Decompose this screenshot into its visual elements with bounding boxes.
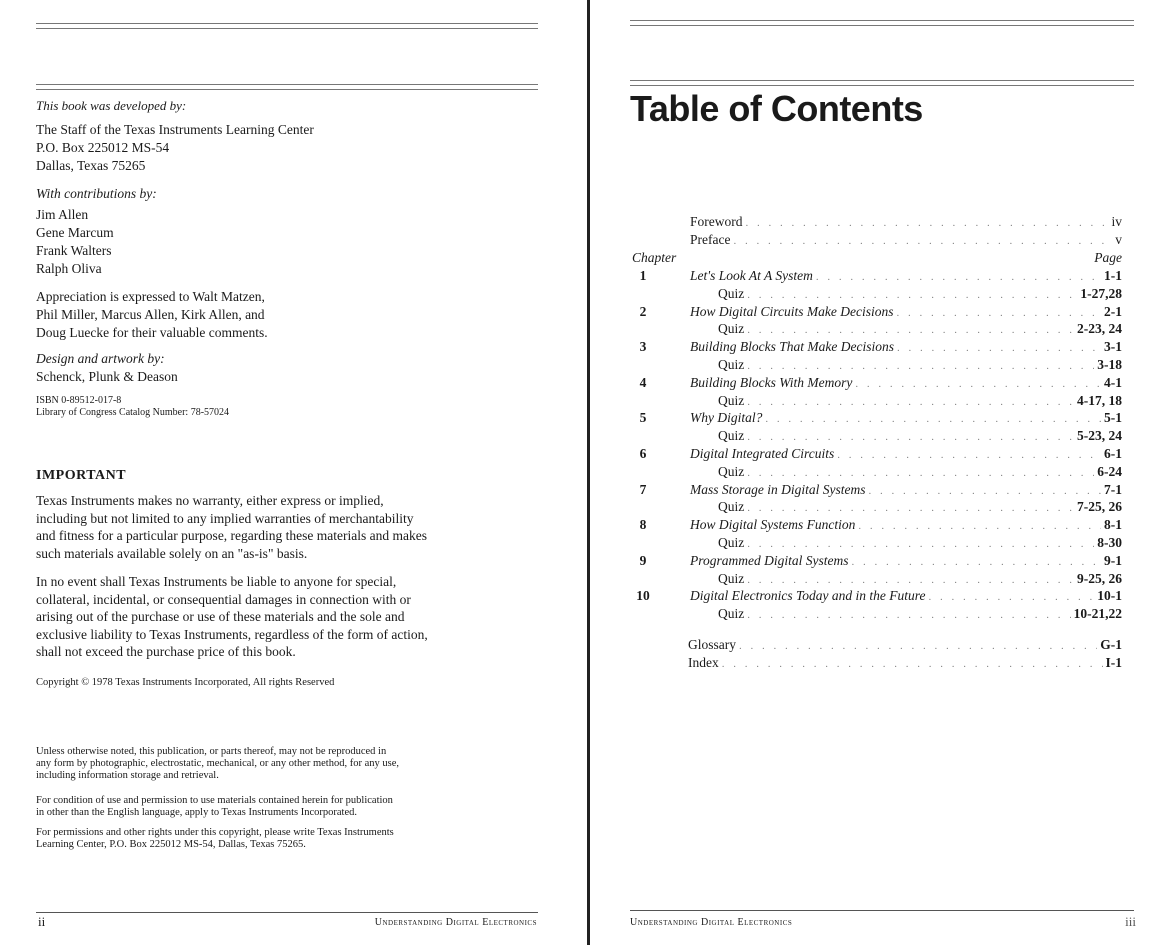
quiz-page: 4-17, 18 — [1077, 392, 1122, 408]
warranty-paragraph — [36, 492, 526, 562]
leader-dots — [747, 499, 1074, 517]
leader-dots — [816, 268, 1101, 286]
header-rule — [630, 80, 1134, 86]
toc-quiz-entry[interactable] — [590, 320, 1150, 338]
leader-dots — [747, 571, 1074, 589]
leader-dots — [746, 214, 1109, 232]
quiz-label: Quiz — [718, 428, 745, 444]
top-rule — [36, 23, 538, 29]
leader-dots — [837, 446, 1101, 464]
chapter-page: 4-1 — [1104, 374, 1122, 390]
chapter-title: How Digital Systems Function — [690, 517, 856, 533]
entry-label: Foreword — [690, 214, 743, 229]
entry-page: iv — [1111, 214, 1122, 229]
leader-dots — [747, 428, 1074, 446]
important-heading: IMPORTANT — [36, 468, 127, 483]
toc-column-headers — [590, 249, 1150, 267]
liability-line: shall not exceed the purchase price of this book. — [36, 644, 296, 660]
quiz-label: Quiz — [718, 463, 745, 479]
chapter-number: 2 — [639, 303, 647, 319]
chapter-page: 10-1 — [1097, 588, 1122, 604]
entry-label: Glossary — [688, 637, 736, 652]
notice-line: in other than the English language, apply to Texas Instruments Incorporated. — [36, 806, 357, 818]
warranty-line: and fitness for a particular purpose, regarding these materials and makes — [36, 528, 427, 544]
leader-dots — [747, 321, 1074, 339]
leader-dots — [896, 304, 1101, 322]
quiz-label: Quiz — [718, 606, 745, 622]
toc-quiz-entry[interactable] — [590, 498, 1150, 516]
leader-dots — [855, 375, 1101, 393]
toc-chapter-entry[interactable] — [590, 516, 1150, 534]
running-footer: Understanding Digital Electronics — [630, 917, 793, 928]
chapter-title: Building Blocks That Make Decisions — [690, 339, 894, 355]
language-notice — [36, 795, 521, 819]
leader-dots — [722, 655, 1103, 673]
page-number: ii — [38, 914, 46, 929]
leader-dots — [858, 517, 1101, 535]
quiz-page: 3-18 — [1097, 357, 1122, 372]
quiz-page: 9-25, 26 — [1077, 570, 1122, 586]
appreciation-line: Doug Luecke for their valuable comments. — [36, 325, 268, 340]
toc-quiz-entry[interactable] — [590, 356, 1150, 374]
chapter-title: Digital Integrated Circuits — [690, 446, 835, 461]
developed-by-label: This book was developed by: — [36, 98, 187, 113]
toc-quiz-entry[interactable] — [590, 570, 1150, 588]
chapter-header: Chapter — [632, 250, 677, 265]
quiz-page: 5-23, 24 — [1077, 428, 1122, 444]
liability-paragraph — [36, 573, 526, 661]
chapter-page: 6-1 — [1104, 446, 1122, 461]
chapter-page: 5-1 — [1104, 410, 1122, 426]
leader-dots — [747, 357, 1094, 375]
warranty-line: Texas Instruments makes no warranty, either express or implied, — [36, 493, 384, 508]
left-page — [0, 0, 587, 945]
chapter-title: How Digital Circuits Make Decisions — [690, 303, 894, 319]
contributor: Frank Walters — [36, 243, 112, 258]
chapter-page: 9-1 — [1104, 552, 1122, 568]
developer-line: The Staff of the Texas Instruments Learning Center — [36, 122, 314, 137]
leader-dots — [928, 588, 1094, 606]
right-page — [590, 0, 1176, 945]
running-footer: Understanding Digital Electronics — [374, 917, 537, 928]
leader-dots — [747, 606, 1070, 624]
copyright: Copyright © 1978 Texas Instruments Incorporated, All rights Reserved — [36, 677, 335, 688]
chapter-number: 3 — [639, 339, 647, 355]
appreciation-line: Appreciation is expressed to Walt Matzen, — [36, 289, 265, 304]
leader-dots — [747, 535, 1094, 553]
chapter-page: 7-1 — [1104, 481, 1122, 497]
loc-number: Library of Congress Catalog Number: 78-57024 — [36, 407, 230, 418]
quiz-page: 10-21,22 — [1073, 606, 1122, 622]
notice-line: including information storage and retrieval. — [36, 769, 219, 781]
toc-chapter-entry[interactable] — [590, 267, 1150, 285]
design-credit: Schenck, Plunk & Deason — [36, 369, 178, 384]
entry-page: v — [1115, 232, 1122, 247]
toc-quiz-entry[interactable] — [590, 285, 1150, 303]
developer-line: P.O. Box 225012 MS-54 — [36, 140, 170, 155]
isbn: ISBN 0-89512-017-8 — [36, 395, 122, 406]
toc-chapter-entry[interactable] — [590, 338, 1150, 356]
toc-chapter-entry[interactable] — [590, 303, 1150, 321]
toc-chapter-entry[interactable] — [590, 409, 1150, 427]
appreciation-line: Phil Miller, Marcus Allen, Kirk Allen, and — [36, 307, 265, 322]
chapter-title: Mass Storage in Digital Systems — [690, 481, 866, 497]
chapter-page: 1-1 — [1104, 268, 1122, 283]
contributions-label: With contributions by: — [36, 186, 157, 201]
quiz-label: Quiz — [718, 321, 745, 337]
quiz-page: 1-27,28 — [1080, 285, 1122, 301]
notice-line: Learning Center, P.O. Box 225012 MS-54, Dallas, Texas 75265. — [36, 838, 306, 850]
toc-quiz-entry[interactable] — [590, 463, 1150, 481]
quiz-page: 2-23, 24 — [1077, 321, 1122, 337]
quiz-page: 7-25, 26 — [1077, 499, 1122, 515]
quiz-label: Quiz — [718, 535, 745, 550]
contributor: Ralph Oliva — [36, 261, 102, 276]
entry-label: Preface — [690, 232, 731, 247]
permissions-notice — [36, 827, 521, 851]
page-header: Page — [1094, 250, 1122, 265]
chapter-page: 2-1 — [1104, 303, 1122, 319]
contributor: Jim Allen — [36, 207, 89, 222]
leader-dots — [747, 464, 1094, 482]
header-rule — [36, 84, 538, 90]
toc-entry-glossary[interactable] — [590, 636, 1150, 654]
chapter-title: Digital Electronics Today and in the Future — [690, 588, 926, 604]
design-label: Design and artwork by: — [36, 351, 165, 366]
leader-dots — [765, 410, 1101, 428]
toc-chapter-entry[interactable] — [590, 587, 1150, 605]
developer-line: Dallas, Texas 75265 — [36, 158, 146, 173]
toc-chapter-entry[interactable] — [590, 374, 1150, 392]
entry-label: Index — [688, 655, 719, 670]
liability-line: collateral, incidental, or consequential damages in connection with or — [36, 591, 411, 607]
warranty-line: including but not limited to any implied warranties of merchantability — [36, 510, 414, 526]
contributor: Gene Marcum — [36, 225, 114, 240]
quiz-label: Quiz — [718, 499, 745, 515]
quiz-label: Quiz — [718, 285, 745, 301]
warranty-line: such materials available solely on an "as-is" basis. — [36, 545, 308, 561]
toc-chapter-entry[interactable] — [590, 552, 1150, 570]
chapter-title: Let's Look At A System — [690, 268, 813, 283]
toc-quiz-entry[interactable] — [590, 392, 1150, 410]
notice-line: Unless otherwise noted, this publication, or parts thereof, may not be reproduced in — [36, 746, 387, 757]
leader-dots — [897, 339, 1101, 357]
footer-rule — [630, 910, 1134, 911]
chapter-number: 8 — [639, 517, 647, 533]
footer-rule — [36, 912, 538, 913]
chapter-page: 8-1 — [1104, 517, 1122, 533]
toc-entry-preface[interactable] — [590, 231, 1150, 249]
chapter-number: 4 — [639, 374, 647, 390]
notice-line: For permissions and other rights under this copyright, please write Texas Instruments — [36, 827, 394, 838]
page-number: iii — [1125, 914, 1136, 929]
chapter-number: 6 — [639, 446, 647, 461]
leader-dots — [869, 482, 1102, 500]
liability-line: exclusive liability to Texas Instruments, regardless of the form of action, — [36, 626, 428, 642]
toc-chapter-entry[interactable] — [590, 481, 1150, 499]
chapter-title: Why Digital? — [690, 410, 763, 426]
notice-line: any form by photographic, electrostatic, mechanical, or any other method, for any use, — [36, 757, 399, 769]
chapter-number: 1 — [639, 268, 647, 283]
chapter-number: 10 — [636, 588, 650, 604]
leader-dots — [852, 553, 1102, 571]
liability-line: In no event shall Texas Instruments be liable to anyone for special, — [36, 574, 397, 589]
toc-chapter-entry[interactable] — [590, 445, 1150, 463]
chapter-title: Programmed Digital Systems — [690, 552, 849, 568]
chapter-number: 9 — [639, 552, 647, 568]
toc-quiz-entry[interactable] — [590, 427, 1150, 445]
entry-page: I-1 — [1105, 655, 1122, 670]
reproduction-notice — [36, 746, 521, 781]
toc-entry-index[interactable] — [590, 654, 1150, 672]
chapter-number: 7 — [639, 481, 647, 497]
page-title: Table of Contents — [630, 88, 923, 129]
chapter-number: 5 — [639, 410, 647, 426]
toc-entry-foreword[interactable] — [590, 213, 1150, 231]
quiz-label: Quiz — [718, 357, 745, 372]
quiz-label: Quiz — [718, 392, 745, 408]
chapter-title: Building Blocks With Memory — [690, 374, 853, 390]
toc-quiz-entry[interactable] — [590, 605, 1150, 623]
leader-dots — [747, 393, 1074, 411]
entry-page: G-1 — [1100, 637, 1122, 652]
quiz-page: 8-30 — [1097, 535, 1122, 550]
chapter-page: 3-1 — [1104, 339, 1122, 355]
quiz-label: Quiz — [718, 570, 745, 586]
top-rule — [630, 20, 1134, 26]
leader-dots — [733, 232, 1112, 250]
quiz-page: 6-24 — [1097, 463, 1122, 479]
toc-quiz-entry[interactable] — [590, 534, 1150, 552]
leader-dots — [739, 637, 1097, 655]
leader-dots — [747, 286, 1077, 304]
liability-line: arising out of the purchase or use of these materials and the sole and — [36, 609, 405, 625]
notice-line: For condition of use and permission to use materials contained herein for publication — [36, 795, 393, 806]
